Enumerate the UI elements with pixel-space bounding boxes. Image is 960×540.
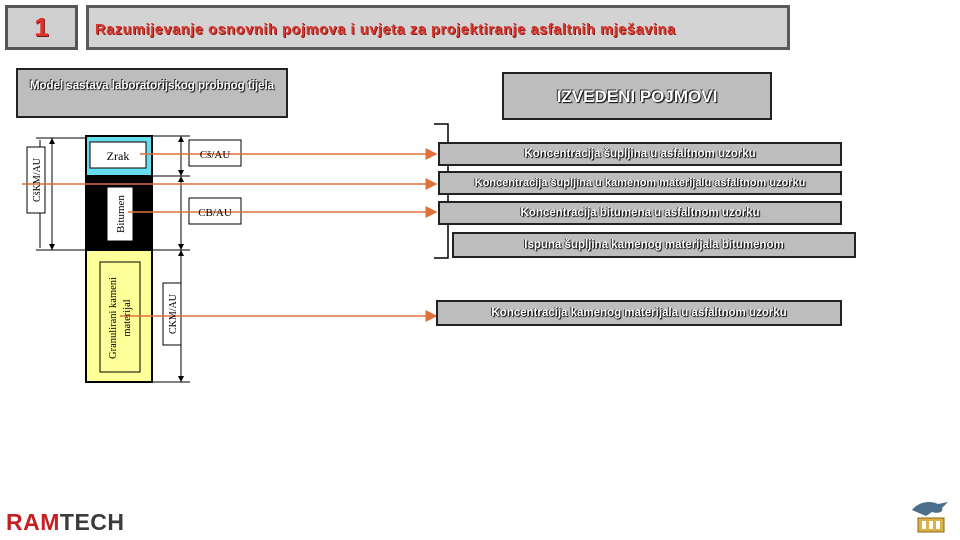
concept-bitumen: Koncentracija bitumena u asfaltnom uzorku [438,201,842,225]
ckm-au-label: CKM/AU [168,293,179,335]
slide-number: 1 [5,5,78,50]
cskm-au-label: CšKM/AU [32,158,43,202]
concept-aggregate: Koncentracija kamenog materijala u asfaltnom uzorku [436,300,842,326]
aggregate-label-box [100,262,140,372]
aggregate-label-2: materijal [122,299,133,337]
model-title: Model sastava laboratorijskog probnog tijela [16,68,288,118]
university-emblem-icon [908,496,952,536]
ramtech-logo: RAMTECH [6,509,125,535]
bitumen-label: Bitumen [115,195,127,233]
concept-voids-aggregate: Koncentracija šupljina u kamenom materijalu asfaltnom uzorku [438,171,842,195]
cs-au-label: Cš/AU [199,149,231,161]
concepts-title: IZVEDENI POJMOVI [502,72,772,120]
air-label: Zrak [106,149,130,163]
slide-title: Razumijevanje osnovnih pojmova i uvjeta za projektiranje asfaltnih mješavina [86,5,790,50]
aggregate-label-1: Granulirani kameni [108,277,119,359]
concept-voids-filled: Ispuna šupljina kamenog materijala bitumenom [452,232,856,258]
concept-voids-sample: Koncentracija šupljina u asfaltnom uzorku [438,142,842,166]
cb-au-label: CB/AU [198,207,232,219]
